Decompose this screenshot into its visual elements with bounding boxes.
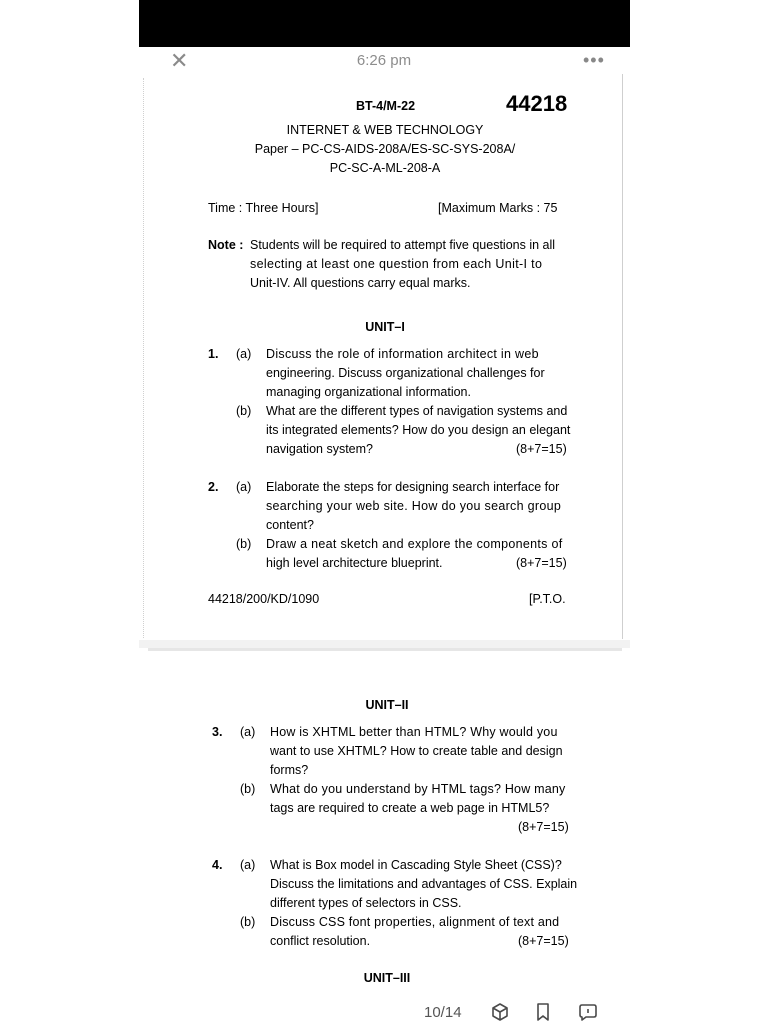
q1b-line-1: What are the different types of navigation systems and [266,404,568,418]
q2a-tag: (a) [236,480,252,494]
page-indicator: 10/14 [424,1004,462,1021]
q1-number: 1. [208,347,219,361]
q3b-line-2: tags are required to create a web page in HTML5? [270,801,550,815]
q1a-line-1: Discuss the role of information architect in web [266,347,539,361]
page-separator [139,640,630,648]
q3b-line-1: What do you understand by HTML tags? How many [270,782,566,796]
unit-3-heading: UNIT–III [363,971,411,985]
q3a-line-1: How is XHTML better than HTML? Why would you [270,725,558,739]
q4-marks: (8+7=15) [518,934,569,948]
viewer-time: 6:26 pm [356,52,412,69]
unit-1-heading: UNIT–I [365,320,405,334]
cube-icon[interactable] [490,1002,510,1027]
q4-number: 4. [212,858,223,872]
close-icon[interactable]: ✕ [170,48,189,73]
q2b-line-1: Draw a neat sketch and explore the components of [266,537,563,551]
subject-title: INTERNET & WEB TECHNOLOGY [286,123,484,137]
bottom-toolbar [139,998,630,1024]
q2a-line-2: searching your web site. How do you search group [266,499,562,513]
q4a-line-3: different types of selectors in CSS. [270,896,462,910]
q4b-tag: (b) [240,915,256,929]
q3a-line-2: want to use XHTML? How to create table and design [270,744,563,758]
more-options-icon[interactable]: ••• [583,50,605,70]
q2a-line-3: content? [266,518,314,532]
paper-line-1: Paper – PC-CS-AIDS-208A/ES-SC-SYS-208A/ [254,142,516,156]
q1a-tag: (a) [236,347,252,361]
q1b-tag: (b) [236,404,252,418]
marks-label: [Maximum Marks : 75 [438,201,558,215]
page-edge [143,78,146,638]
note-line-3: Unit-IV. All questions carry equal marks. [250,276,471,290]
q1-marks: (8+7=15) [516,442,567,456]
q1a-line-2: engineering. Discuss organizational challenges for [266,366,545,380]
q2-number: 2. [208,480,219,494]
footer-pto: [P.T.O. [529,592,566,606]
q3-marks: (8+7=15) [518,820,569,834]
footer-code: 44218/200/KD/1090 [208,592,320,606]
q3b-tag: (b) [240,782,256,796]
time-label: Time : Three Hours] [208,201,319,215]
q3a-tag: (a) [240,725,256,739]
comment-icon[interactable] [578,1002,598,1027]
paper-line-2: PC-SC-A-ML-208-A [329,161,441,175]
q3-number: 3. [212,725,223,739]
q4a-line-2: Discuss the limitations and advantages of CSS. Explain [270,877,578,891]
paper-number: 44218 [506,91,568,116]
q1b-line-3: navigation system? [266,442,374,456]
note-line-2: selecting at least one question from each Unit-I to [250,257,543,271]
q4a-line-1: What is Box model in Cascading Style Sheet (CSS)? [270,858,562,872]
q1a-line-3: managing organizational information. [266,385,471,399]
q2b-line-2: high level architecture blueprint. [266,556,443,570]
q2-marks: (8+7=15) [516,556,567,570]
q2b-tag: (b) [236,537,252,551]
paper-code: BT-4/M-22 [356,99,416,113]
q1b-line-2: its integrated elements? How do you design an elegant [266,423,571,437]
q3a-line-3: forms? [270,763,309,777]
q2a-line-1: Elaborate the steps for designing search interface for [266,480,560,494]
q4a-tag: (a) [240,858,256,872]
q4b-line-1: Discuss CSS font properties, alignment of text and [270,915,560,929]
note-line-1: Students will be required to attempt five questions in all [250,238,556,252]
status-bar [139,0,630,47]
unit-2-heading: UNIT–II [365,698,409,712]
note-label: Note : [208,238,244,252]
bookmark-icon[interactable] [535,1002,551,1027]
q4b-line-2: conflict resolution. [270,934,371,948]
